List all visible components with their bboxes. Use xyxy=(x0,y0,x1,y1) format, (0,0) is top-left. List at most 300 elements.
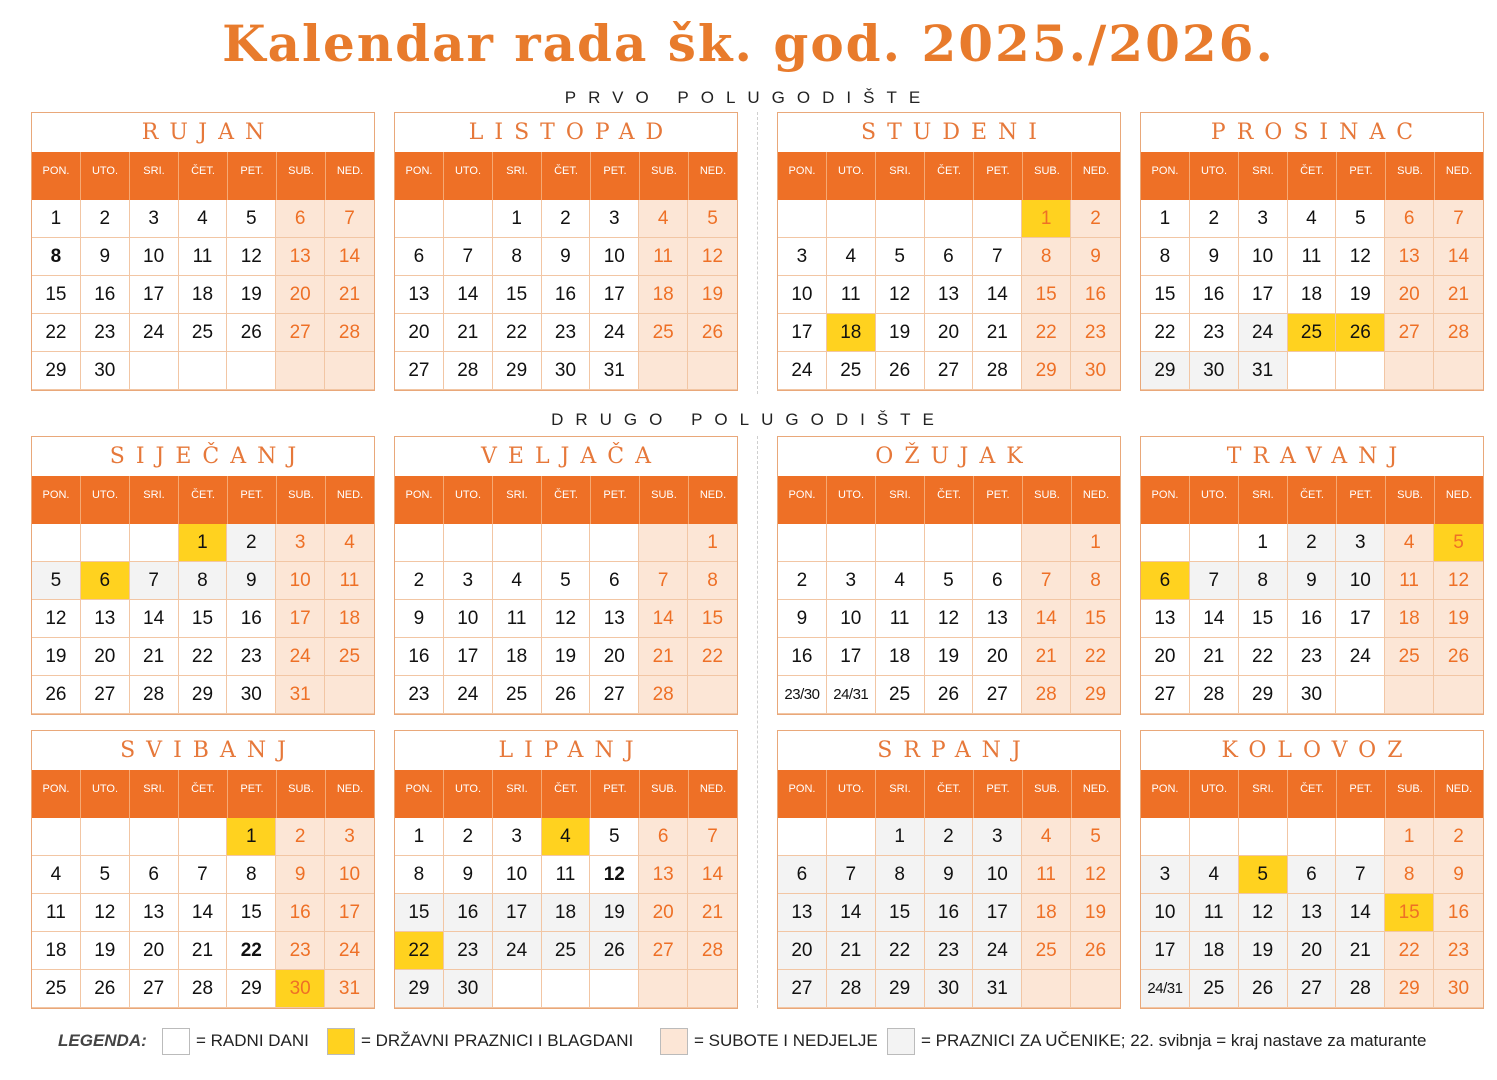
day-cell: 7 xyxy=(639,562,688,600)
day-cell: 19 xyxy=(32,638,81,676)
weekday-header xyxy=(395,152,737,200)
weekday-label: PON. xyxy=(1141,770,1190,818)
day-cell: 16 xyxy=(395,638,444,676)
page-title: Kalendar rada šk. god. 2025./2026. xyxy=(222,14,1275,73)
day-cell: 27 xyxy=(395,352,444,390)
day-cell: 26 xyxy=(876,352,925,390)
day-cell: 10 xyxy=(1336,562,1385,600)
weekday-label: PON. xyxy=(1141,476,1190,524)
day-cell: 27 xyxy=(639,932,688,970)
day-cell: 14 xyxy=(688,856,737,894)
month-kolovoz xyxy=(1140,730,1484,1009)
weekday-label: UTO. xyxy=(1190,476,1239,524)
weekday-header xyxy=(32,152,374,200)
day-cell: 15 xyxy=(395,894,444,932)
day-cell: 1 xyxy=(876,818,925,856)
day-cell: 24 xyxy=(493,932,542,970)
day-cell: 26 xyxy=(32,676,81,714)
weekday-label: PET. xyxy=(228,770,277,818)
day-cell: 26 xyxy=(1071,932,1120,970)
day-cell: 27 xyxy=(973,676,1022,714)
month-name: SRPANJ xyxy=(877,738,1032,763)
weekday-label: PON. xyxy=(778,476,827,524)
empty-day-cell xyxy=(590,970,639,1008)
empty-day-cell xyxy=(1336,818,1385,856)
day-cell: 22 xyxy=(493,314,542,352)
day-cell: 11 xyxy=(1385,562,1434,600)
day-cell: 3 xyxy=(1141,856,1190,894)
day-cell: 6 xyxy=(81,562,130,600)
weekday-label: SRI. xyxy=(493,476,542,524)
day-cell: 18 xyxy=(876,638,925,676)
day-cell: 19 xyxy=(688,276,737,314)
day-cell: 21 xyxy=(325,276,374,314)
day-cell: 25 xyxy=(179,314,228,352)
day-cell: 25 xyxy=(493,676,542,714)
weekday-label: NED. xyxy=(699,165,727,177)
day-cell: 17 xyxy=(130,276,179,314)
day-cell: 21 xyxy=(1434,276,1483,314)
day-cell: 25 xyxy=(1022,932,1071,970)
day-cell: 20 xyxy=(1141,638,1190,676)
day-cell: 1 xyxy=(1239,524,1288,562)
day-cell: 22 xyxy=(1022,314,1071,352)
weekday-label: PET. xyxy=(228,152,277,200)
day-cell: 12 xyxy=(1239,894,1288,932)
day-cell: 5 xyxy=(1336,200,1385,238)
day-cell: 14 xyxy=(827,894,876,932)
day-cell: 8 xyxy=(1141,238,1190,276)
day-cell: 7 xyxy=(1190,562,1239,600)
weekday-header xyxy=(395,770,737,818)
weekday-label: SUB. xyxy=(640,476,689,524)
day-cell: 25 xyxy=(1385,638,1434,676)
day-cell: 5 xyxy=(925,562,974,600)
day-cell: 18 xyxy=(542,894,591,932)
day-cell: 7 xyxy=(1434,200,1483,238)
day-cell: 23 xyxy=(395,676,444,714)
day-cell: 28 xyxy=(688,932,737,970)
divider-bottom xyxy=(757,436,758,1008)
day-cell: 12 xyxy=(688,238,737,276)
empty-day-cell xyxy=(1141,818,1190,856)
day-cell: 17 xyxy=(590,276,639,314)
day-cell: 30 xyxy=(227,676,276,714)
weekday-label: UTO. xyxy=(1190,152,1239,200)
day-cell: 13 xyxy=(778,894,827,932)
day-cell: 26 xyxy=(542,676,591,714)
day-cell: 15 xyxy=(688,600,737,638)
day-cell: 26 xyxy=(227,314,276,352)
day-cell: 28 xyxy=(827,970,876,1008)
month-name: OŽUJAK xyxy=(875,444,1034,469)
weekday-header xyxy=(1141,770,1483,818)
day-cell: 17 xyxy=(1239,276,1288,314)
empty-day-cell xyxy=(395,524,444,562)
weekday-label: SUB. xyxy=(1386,152,1435,200)
empty-day-cell xyxy=(81,818,130,856)
day-cell: 2 xyxy=(227,524,276,562)
day-cell: 20 xyxy=(973,638,1022,676)
weekday-header xyxy=(778,476,1120,524)
empty-day-cell xyxy=(688,676,737,714)
legend-holidays xyxy=(327,1028,633,1055)
day-cell: 31 xyxy=(325,970,374,1008)
day-cell: 5 xyxy=(688,200,737,238)
day-cell: 25 xyxy=(639,314,688,352)
weekday-label: UTO. xyxy=(81,152,130,200)
day-cell: 27 xyxy=(590,676,639,714)
day-cell: 9 xyxy=(778,600,827,638)
day-cell: 13 xyxy=(1141,600,1190,638)
day-cell: 29 xyxy=(1022,352,1071,390)
day-cell: 13 xyxy=(1288,894,1337,932)
day-cell: 8 xyxy=(493,238,542,276)
day-cell: 24 xyxy=(276,638,325,676)
empty-day-cell xyxy=(395,200,444,238)
empty-day-cell xyxy=(227,352,276,390)
day-cell: 8 xyxy=(1071,562,1120,600)
day-cell: 10 xyxy=(130,238,179,276)
weekday-label: SUB. xyxy=(277,476,326,524)
day-cell: 3 xyxy=(973,818,1022,856)
day-cell: 31 xyxy=(973,970,1022,1008)
weekday-label: SRI. xyxy=(876,152,925,200)
day-cell: 5 xyxy=(81,856,130,894)
day-cell: 16 xyxy=(444,894,493,932)
day-cell: 10 xyxy=(493,856,542,894)
weekday-label: NED. xyxy=(1082,783,1110,795)
weekday-label: PET. xyxy=(591,476,640,524)
day-cell: 10 xyxy=(590,238,639,276)
day-cell: 1 xyxy=(688,524,737,562)
weekday-header xyxy=(778,152,1120,200)
day-cell: 6 xyxy=(1288,856,1337,894)
day-cell: 11 xyxy=(32,894,81,932)
day-cell: 30 xyxy=(1190,352,1239,390)
day-cell: 28 xyxy=(444,352,493,390)
day-cell: 31 xyxy=(590,352,639,390)
day-cell: 3 xyxy=(493,818,542,856)
day-cell: 29 xyxy=(1071,676,1120,714)
day-cell: 2 xyxy=(395,562,444,600)
day-cell: 28 xyxy=(179,970,228,1008)
day-cell: 1 xyxy=(32,200,81,238)
day-cell: 11 xyxy=(179,238,228,276)
weekday-label: SUB. xyxy=(1023,152,1072,200)
day-cell: 4 xyxy=(179,200,228,238)
day-cell: 23/30 xyxy=(778,676,827,714)
day-cell: 28 xyxy=(973,352,1022,390)
month-name: TRAVANJ xyxy=(1226,444,1409,469)
empty-day-cell xyxy=(827,200,876,238)
day-cell: 7 xyxy=(1336,856,1385,894)
day-cell: 20 xyxy=(395,314,444,352)
empty-day-cell xyxy=(778,200,827,238)
weekday-label: ČET. xyxy=(925,770,974,818)
day-cell: 5 xyxy=(1239,856,1288,894)
day-cell: 18 xyxy=(1022,894,1071,932)
day-cell: 21 xyxy=(688,894,737,932)
day-grid xyxy=(778,818,1120,1008)
day-cell: 30 xyxy=(925,970,974,1008)
day-cell: 5 xyxy=(1434,524,1483,562)
weekday-label: SUB. xyxy=(1023,476,1072,524)
day-cell: 22 xyxy=(227,932,276,970)
day-grid xyxy=(778,200,1120,390)
weekday-label: SRI. xyxy=(876,476,925,524)
day-cell: 1 xyxy=(493,200,542,238)
day-cell: 18 xyxy=(1385,600,1434,638)
day-cell: 19 xyxy=(925,638,974,676)
weekday-label: SRI. xyxy=(1239,152,1288,200)
day-cell: 15 xyxy=(32,276,81,314)
day-cell: 31 xyxy=(276,676,325,714)
day-cell: 25 xyxy=(1288,314,1337,352)
day-cell: 12 xyxy=(590,856,639,894)
day-cell: 4 xyxy=(876,562,925,600)
day-cell: 11 xyxy=(542,856,591,894)
empty-day-cell xyxy=(827,818,876,856)
legend xyxy=(0,1026,1497,1056)
day-cell: 18 xyxy=(325,600,374,638)
day-cell: 19 xyxy=(542,638,591,676)
day-cell: 9 xyxy=(542,238,591,276)
day-cell: 20 xyxy=(590,638,639,676)
weekday-label: SRI. xyxy=(493,152,542,200)
divider-top xyxy=(757,112,758,394)
day-cell: 11 xyxy=(827,276,876,314)
day-cell: 24/31 xyxy=(827,676,876,714)
day-cell: 21 xyxy=(179,932,228,970)
empty-day-cell xyxy=(179,818,228,856)
weekday-header xyxy=(1141,476,1483,524)
day-cell: 7 xyxy=(325,200,374,238)
day-cell: 22 xyxy=(1141,314,1190,352)
empty-day-cell xyxy=(1022,524,1071,562)
weekday-label: PON. xyxy=(395,770,444,818)
day-cell: 16 xyxy=(778,638,827,676)
empty-day-cell xyxy=(590,524,639,562)
day-cell: 8 xyxy=(179,562,228,600)
empty-day-cell xyxy=(276,352,325,390)
empty-day-cell xyxy=(925,524,974,562)
empty-day-cell xyxy=(1022,970,1071,1008)
weekday-label: PON. xyxy=(32,476,81,524)
empty-day-cell xyxy=(1190,818,1239,856)
day-cell: 17 xyxy=(276,600,325,638)
weekday-label: PON. xyxy=(395,152,444,200)
day-cell: 29 xyxy=(493,352,542,390)
day-cell: 14 xyxy=(179,894,228,932)
weekday-label: SRI. xyxy=(876,770,925,818)
day-cell: 10 xyxy=(276,562,325,600)
weekday-label: SUB. xyxy=(1386,476,1435,524)
day-cell: 19 xyxy=(1434,600,1483,638)
weekday-label: UTO. xyxy=(444,476,493,524)
semester-one-heading: PRVO POLUGODIŠTE xyxy=(564,88,933,107)
day-grid xyxy=(395,818,737,1008)
day-cell: 3 xyxy=(444,562,493,600)
day-cell: 22 xyxy=(1239,638,1288,676)
day-cell: 7 xyxy=(827,856,876,894)
weekday-label: SUB. xyxy=(640,152,689,200)
day-cell: 2 xyxy=(778,562,827,600)
day-cell: 27 xyxy=(1288,970,1337,1008)
empty-day-cell xyxy=(973,524,1022,562)
weekday-label: UTO. xyxy=(444,152,493,200)
day-cell: 11 xyxy=(1022,856,1071,894)
day-cell: 22 xyxy=(1385,932,1434,970)
day-cell: 12 xyxy=(227,238,276,276)
day-cell: 23 xyxy=(542,314,591,352)
empty-day-cell xyxy=(639,524,688,562)
day-cell: 15 xyxy=(179,600,228,638)
day-cell: 4 xyxy=(542,818,591,856)
day-cell: 4 xyxy=(827,238,876,276)
day-cell: 3 xyxy=(1336,524,1385,562)
day-cell: 10 xyxy=(827,600,876,638)
day-cell: 21 xyxy=(973,314,1022,352)
day-cell: 30 xyxy=(1071,352,1120,390)
weekday-label: SUB. xyxy=(1023,770,1072,818)
day-cell: 13 xyxy=(130,894,179,932)
day-cell: 18 xyxy=(1288,276,1337,314)
empty-day-cell xyxy=(1288,818,1337,856)
empty-day-cell xyxy=(493,970,542,1008)
day-cell: 9 xyxy=(227,562,276,600)
day-cell: 24 xyxy=(778,352,827,390)
weekday-label: UTO. xyxy=(827,476,876,524)
day-cell: 2 xyxy=(81,200,130,238)
month-name: STUDENI xyxy=(861,120,1048,145)
day-cell: 12 xyxy=(1336,238,1385,276)
day-grid xyxy=(32,818,374,1008)
day-cell: 6 xyxy=(130,856,179,894)
day-cell: 15 xyxy=(1071,600,1120,638)
day-cell: 9 xyxy=(395,600,444,638)
day-grid xyxy=(778,524,1120,714)
day-cell: 26 xyxy=(1239,970,1288,1008)
day-cell: 5 xyxy=(227,200,276,238)
day-cell: 18 xyxy=(493,638,542,676)
weekday-label: SRI. xyxy=(1239,476,1288,524)
day-grid xyxy=(32,524,374,714)
day-cell: 17 xyxy=(325,894,374,932)
weekday-label: UTO. xyxy=(444,770,493,818)
day-cell: 24 xyxy=(590,314,639,352)
day-cell: 6 xyxy=(639,818,688,856)
weekday-label: NED. xyxy=(699,489,727,501)
legend-weekends xyxy=(660,1028,878,1055)
weekday-label: ČET. xyxy=(542,770,591,818)
day-cell: 22 xyxy=(1071,638,1120,676)
day-cell: 8 xyxy=(1022,238,1071,276)
day-cell: 29 xyxy=(227,970,276,1008)
day-cell: 16 xyxy=(1434,894,1483,932)
day-cell: 29 xyxy=(876,970,925,1008)
day-cell: 12 xyxy=(81,894,130,932)
weekday-label: PET. xyxy=(974,770,1023,818)
day-cell: 14 xyxy=(1336,894,1385,932)
day-cell: 28 xyxy=(130,676,179,714)
day-cell: 13 xyxy=(1385,238,1434,276)
day-cell: 17 xyxy=(778,314,827,352)
empty-day-cell xyxy=(1141,524,1190,562)
day-grid xyxy=(1141,200,1483,390)
day-cell: 26 xyxy=(1434,638,1483,676)
empty-day-cell xyxy=(1385,352,1434,390)
legend-holidays-label: = DRŽAVNI PRAZNICI I BLAGDANI xyxy=(361,1031,634,1050)
day-cell: 2 xyxy=(1434,818,1483,856)
day-cell: 16 xyxy=(1190,276,1239,314)
day-cell: 17 xyxy=(493,894,542,932)
weekday-label: NED. xyxy=(699,783,727,795)
day-cell: 17 xyxy=(827,638,876,676)
day-cell: 9 xyxy=(1071,238,1120,276)
weekday-label: PON. xyxy=(32,770,81,818)
month-name: SVIBANJ xyxy=(120,738,297,763)
day-grid xyxy=(1141,818,1483,1008)
weekday-header xyxy=(1141,152,1483,200)
day-cell: 16 xyxy=(81,276,130,314)
empty-day-cell xyxy=(444,524,493,562)
day-grid xyxy=(395,524,737,714)
day-cell: 19 xyxy=(81,932,130,970)
day-cell: 23 xyxy=(444,932,493,970)
day-cell: 25 xyxy=(1190,970,1239,1008)
weekday-label: ČET. xyxy=(1288,152,1337,200)
day-cell: 18 xyxy=(827,314,876,352)
month-rujan xyxy=(31,112,375,391)
empty-day-cell xyxy=(639,352,688,390)
month-ožujak xyxy=(777,436,1121,715)
day-cell: 9 xyxy=(1434,856,1483,894)
day-cell: 15 xyxy=(493,276,542,314)
day-cell: 19 xyxy=(876,314,925,352)
weekday-label: PON. xyxy=(778,770,827,818)
legend-weekends-label: = SUBOTE I NEDJELJE xyxy=(694,1031,878,1050)
day-cell: 20 xyxy=(81,638,130,676)
empty-day-cell xyxy=(876,524,925,562)
day-cell: 23 xyxy=(276,932,325,970)
weekday-label: SRI. xyxy=(493,770,542,818)
day-cell: 16 xyxy=(276,894,325,932)
month-name: VELJAČA xyxy=(481,444,662,469)
day-cell: 2 xyxy=(1071,200,1120,238)
day-cell: 19 xyxy=(227,276,276,314)
day-cell: 13 xyxy=(81,600,130,638)
day-cell: 21 xyxy=(639,638,688,676)
day-cell: 25 xyxy=(325,638,374,676)
day-cell: 20 xyxy=(639,894,688,932)
month-lipanj xyxy=(394,730,738,1009)
day-cell: 23 xyxy=(1288,638,1337,676)
day-cell: 3 xyxy=(130,200,179,238)
empty-day-cell xyxy=(1434,676,1483,714)
empty-day-cell xyxy=(1190,524,1239,562)
day-cell: 12 xyxy=(876,276,925,314)
day-cell: 21 xyxy=(130,638,179,676)
day-cell: 14 xyxy=(130,600,179,638)
day-cell: 17 xyxy=(1336,600,1385,638)
day-cell: 22 xyxy=(876,932,925,970)
month-veljača xyxy=(394,436,738,715)
day-cell: 19 xyxy=(1071,894,1120,932)
weekday-label: NED. xyxy=(1082,489,1110,501)
weekday-label: ČET. xyxy=(179,770,228,818)
empty-day-cell xyxy=(1336,676,1385,714)
